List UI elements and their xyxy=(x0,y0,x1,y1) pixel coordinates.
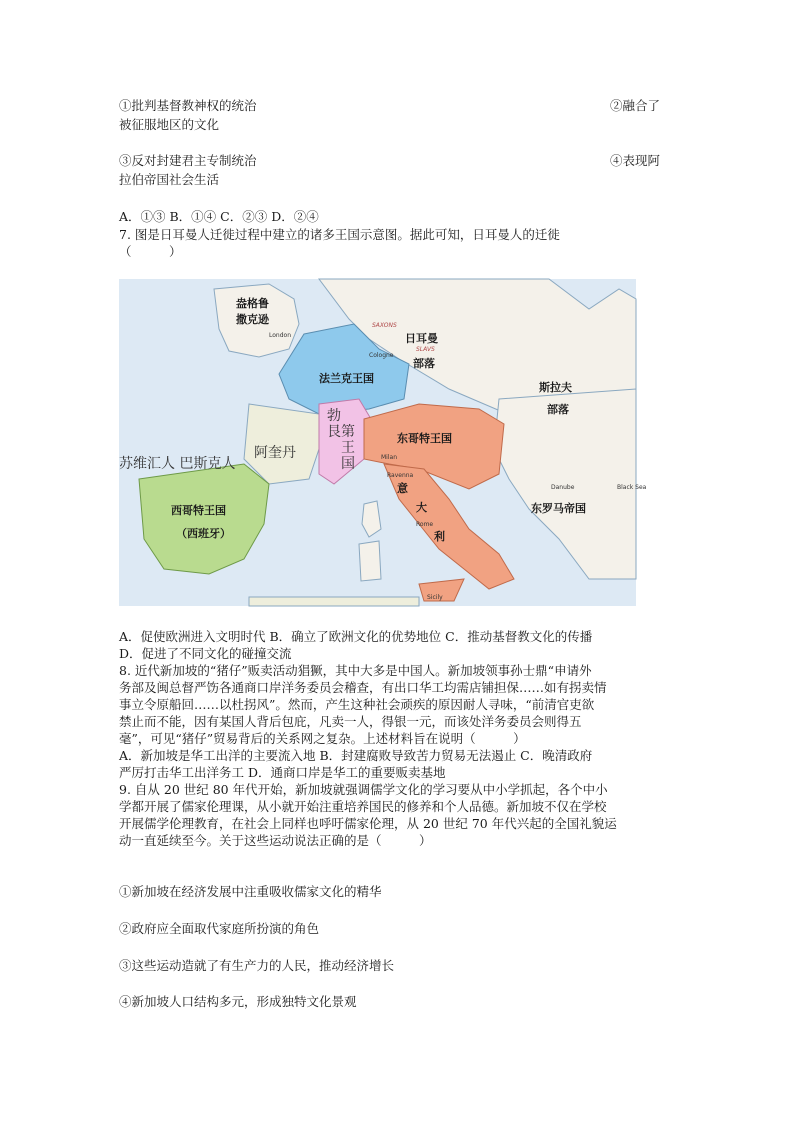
q8-line-2: 务部及闽总督严饬各通商口岸洋务委员会稽查，有出口华工均需店铺担保……如有拐卖情 xyxy=(119,680,607,695)
label-burgundy-5: 国 xyxy=(341,456,355,472)
q7-answers-line-2: D．促进了不同文化的碰撞交流 xyxy=(119,646,292,661)
q7-stem-line-1: 7. 图是日耳曼人迁徙过程中建立的诸多王国示意图。据此可知，日耳曼人的迁徙 xyxy=(119,227,560,242)
q8-answers-line-1: A．新加坡是华工出洋的主要流入地 B．封建腐败导致苦力贸易无法遏止 C．晚清政府 xyxy=(119,748,593,763)
q9-line-2: 学都开展了儒家伦理课，从小就开始注重培养国民的修养和个人品德。新加坡不仅在学校 xyxy=(119,799,607,814)
label-visigoth-1: 西哥特王国 xyxy=(171,504,226,517)
label-visigoth-2: （西班牙） xyxy=(176,527,231,540)
q9-option-2: ②政府应全面取代家庭所扮演的角色 xyxy=(119,921,320,936)
q9-line-1: 9. 自从 20 世纪 80 年代开始，新加坡就强调儒学文化的学习要从中小学抓起，各个中小 xyxy=(119,782,608,797)
label-aquitaine: 阿奎丹 xyxy=(254,445,296,461)
q6-option-1: ①批判基督教神权的统治 xyxy=(119,98,257,113)
label-slavic-2: 部落 xyxy=(547,403,569,416)
label-slavic-1: 斯拉夫 xyxy=(539,381,572,394)
q7-answers-line-1: A．促使欧洲进入文明时代 B．确立了欧洲文化的优势地位 C．推动基督教文化的传播 xyxy=(119,629,593,644)
label-rome: Rome xyxy=(416,521,434,528)
label-burgundy-4: 王 xyxy=(341,440,355,456)
q7-stem-line-2: （ ） xyxy=(119,244,182,259)
label-london: London xyxy=(269,332,291,339)
q6-option-4-end: 拉伯帝国社会生活 xyxy=(119,172,220,187)
label-italy-3: 利 xyxy=(434,530,445,543)
q6-option-4-start: ④表现阿 xyxy=(610,153,661,168)
map-sardinia xyxy=(359,541,381,581)
q9-option-1: ①新加坡在经济发展中注重吸收儒家文化的精华 xyxy=(119,884,382,899)
label-anglosaxon-1: 盎格鲁 xyxy=(236,297,269,310)
label-burgundy-3: 第 xyxy=(341,424,355,440)
germanic-kingdoms-map xyxy=(119,279,647,606)
q9-line-3: 开展儒学伦理教育，在社会上同样也呼吁儒家伦理，从 20 世纪 70 年代兴起的全国礼貌运 xyxy=(119,816,617,831)
label-slavs: SLAVS xyxy=(416,346,435,353)
label-ostrogoth: 东哥特王国 xyxy=(397,432,452,445)
label-danube: Danube xyxy=(551,484,575,491)
label-cologne: Cologne xyxy=(369,352,394,359)
q8-answers-line-2: 严厉打击华工出洋务工 D．通商口岸是华工的重要贩卖基地 xyxy=(119,765,446,780)
q9-line-4: 动一直延续至今。关于这些运动说法正确的是（ ） xyxy=(119,833,432,848)
q6-answers: A．①③ B．①④ C．②③ D．②④ xyxy=(119,209,319,224)
label-eastroman: 东罗马帝国 xyxy=(531,502,586,515)
label-anglosaxon-2: 撒克逊 xyxy=(236,313,269,326)
label-frankish: 法兰克王国 xyxy=(319,372,374,385)
label-sicily: Sicily xyxy=(427,594,443,601)
label-italy-1: 意 xyxy=(397,482,408,495)
q8-line-4: 禁止而不能，因有某国人背后包庇，凡卖一人，得银一元，而该处洋务委员会则得五 xyxy=(119,714,582,729)
label-burgundy-2: 艮 xyxy=(327,424,341,440)
label-burgundy-1: 勃 xyxy=(327,408,341,424)
q9-option-4: ④新加坡人口结构多元，形成独特文化景观 xyxy=(119,994,357,1009)
q9-option-3: ③这些运动造就了有生产力的人民，推动经济增长 xyxy=(119,958,395,973)
q6-option-2-end: 被征服地区的文化 xyxy=(119,117,220,132)
label-italy-2: 大 xyxy=(416,501,427,514)
label-milan: Milan xyxy=(381,454,397,461)
label-saxons: SAXONS xyxy=(372,322,397,329)
q8-line-1: 8. 近代新加坡的“猪仔”贩卖活动猖獗，其中大多是中国人。新加坡领事孙士鼎“申请外 xyxy=(119,663,592,678)
label-blacksea: Black Sea xyxy=(617,484,647,491)
q8-line-5: 毫”，可见“猪仔”贸易背后的关系网之复杂。上述材料旨在说明（ ） xyxy=(119,731,526,746)
q6-option-2-start: ②融合了 xyxy=(610,98,661,113)
q6-option-3: ③反对封建君主专制统治 xyxy=(119,153,257,168)
label-scots-basques: 苏维汇人 巴斯克人 xyxy=(119,456,236,472)
q8-line-3: 事立令原船回……以杜拐风”。然而，产生这种社会顽疾的原因耐人寻味，“前清官吏欲 xyxy=(119,697,595,712)
label-germanic-2: 部落 xyxy=(413,357,435,370)
label-ravenna: Ravenna xyxy=(387,472,414,479)
map-north-africa xyxy=(249,597,419,606)
label-germanic-1: 日耳曼 xyxy=(405,332,438,345)
